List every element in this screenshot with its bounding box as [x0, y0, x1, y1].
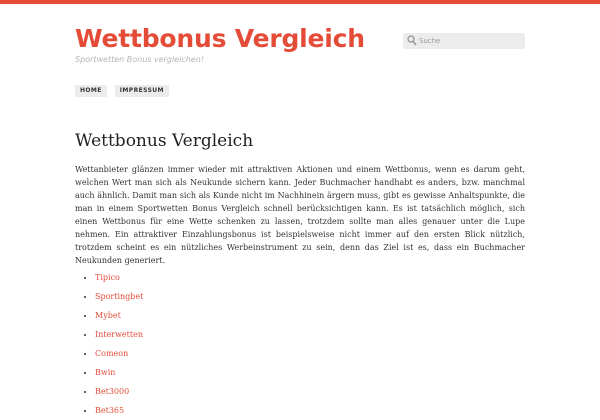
link-bet3000[interactable]: Bet3000 — [95, 387, 130, 396]
list-item — [95, 306, 143, 325]
list-item — [95, 268, 143, 287]
link-tipico[interactable]: Tipico — [95, 273, 120, 282]
search-icon — [407, 35, 417, 46]
list-item — [95, 287, 143, 306]
list-item — [95, 401, 143, 420]
page-title: Wettbonus Vergleich — [75, 131, 254, 151]
main-navigation — [75, 85, 169, 97]
site-title[interactable]: Wettbonus Vergleich — [75, 24, 365, 53]
link-sportingbet[interactable]: Sportingbet — [95, 292, 144, 301]
search-input[interactable] — [419, 34, 519, 48]
list-item — [95, 344, 143, 363]
search-box[interactable] — [403, 33, 525, 49]
nav-item-impressum[interactable]: IMPRESSUM — [115, 85, 169, 97]
list-item — [95, 325, 143, 344]
link-bet365[interactable]: Bet365 — [95, 406, 125, 415]
list-item — [95, 382, 143, 401]
bookmaker-link-list — [81, 268, 143, 420]
link-interwetten[interactable]: Interwetten — [95, 330, 143, 339]
link-bwin[interactable]: Bwin — [95, 368, 116, 377]
list-item — [95, 363, 143, 382]
link-mybet[interactable]: Mybet — [95, 311, 121, 320]
nav-item-home[interactable]: HOME — [75, 85, 107, 97]
top-accent-bar — [0, 0, 600, 4]
intro-paragraph: Wettanbieter glänzen immer wieder mit attraktiven Aktionen und einem Wettbonus, wenn es darum geht, welchen Wert man sich als Neukunde sichern kann. Jeder Buchmacher handhabt es anders, bzw. manchmal auch ähnlich. Damit man sich als Kunde nicht im Nachhinein ärgern muss, gibt es gewisse Anhaltspunkte, die man in einem Sportwetten Bonus Vergleich schnell berücksichtigen kann. Es ist tatsächlich möglich, sich einen Wettbonus für eine Wette schenken zu lassen, trotzdem sollte man alles genauer unter die Lupe nehmen. Ein attraktiver Einzahlungsbonus ist beispielsweise nicht immer auf den ersten Blick nützlich, trotzdem scheint es ein nützliches Werbeinstrument zu sein, denn das Ziel ist es, dass ein Buchmacher Neukunden generiert. — [75, 165, 525, 265]
site-tagline: Sportwetten Bonus vergleichen! — [75, 55, 205, 64]
link-comeon[interactable]: Comeon — [95, 349, 129, 358]
